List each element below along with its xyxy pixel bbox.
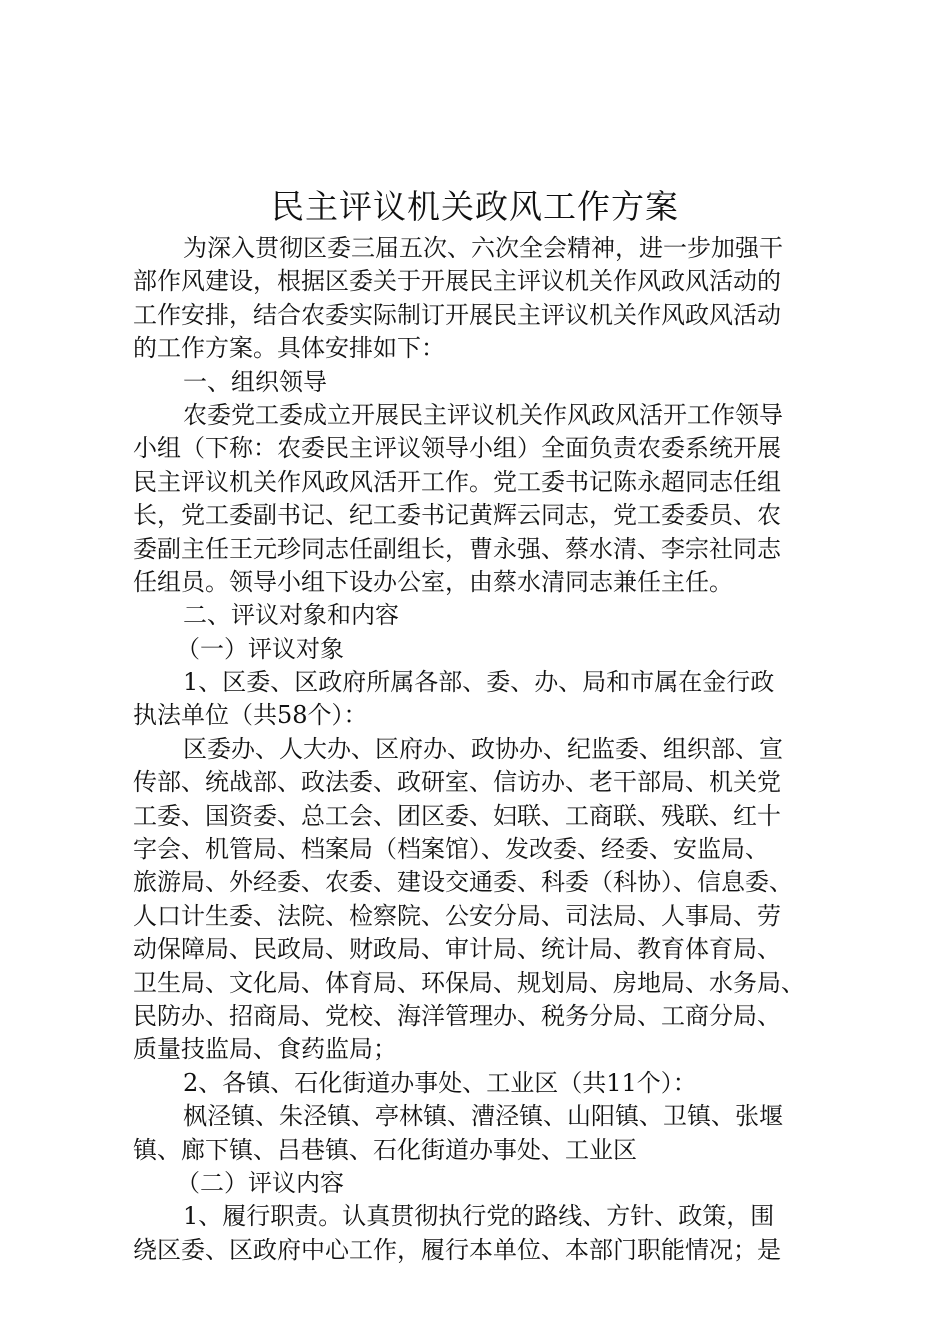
- text-line: 长，党工委副书记、纪工委书记黄辉云同志，党工委委员、农: [133, 501, 781, 530]
- text-line: 绕区委、区政府中心工作，履行本单位、本部门职能情况；是: [133, 1235, 781, 1264]
- document-title: 民主评议机关政风工作方案: [271, 187, 679, 226]
- text-line: 区委办、人大办、区府办、政协办、纪监委、组织部、宣: [183, 734, 783, 763]
- text-line: 二、评议对象和内容: [183, 601, 399, 630]
- text-line: 民主评议机关作风政风活开工作。党工委书记陈永超同志任组: [133, 467, 781, 496]
- text-line: 工作安排，结合农委实际制订开展民主评议机关作风政风活动: [133, 300, 781, 329]
- text-line: 质量技监局、食药监局；: [133, 1035, 397, 1064]
- text-line: 旅游局、外经委、农委、建设交通委、科委（科协）、信息委、: [133, 868, 793, 897]
- text-line: 1、区委、区政府所属各部、委、办、局和市属在金行政: [183, 668, 775, 697]
- text-line: 民防办、招商局、党校、海洋管理办、税务分局、工商分局、: [133, 1001, 781, 1030]
- text-line: 一、组织领导: [183, 367, 327, 396]
- text-line: 镇、廊下镇、吕巷镇、石化街道办事处、工业区: [133, 1135, 637, 1164]
- text-line: 人口计生委、法院、检察院、公安分局、司法局、人事局、劳: [133, 901, 781, 930]
- text-line: 卫生局、文化局、体育局、环保局、规划局、房地局、水务局、: [133, 968, 805, 997]
- text-line: 的工作方案。具体安排如下：: [133, 334, 445, 363]
- text-line: （二）评议内容: [176, 1168, 344, 1197]
- text-line: （一）评议对象: [176, 634, 344, 663]
- text-line: 枫泾镇、朱泾镇、亭林镇、漕泾镇、山阳镇、卫镇、张堰: [183, 1102, 783, 1131]
- text-line: 农委党工委成立开展民主评议机关作风政风活开工作领导: [183, 400, 783, 429]
- text-line: 任组员。领导小组下设办公室，由蔡水清同志兼任主任。: [133, 567, 733, 596]
- text-line: 1、履行职责。认真贯彻执行党的路线、方针、政策，围: [183, 1202, 775, 1231]
- text-line: 2、各镇、石化街道办事处、工业区（共11个）：: [183, 1068, 697, 1097]
- text-line: 部作风建设，根据区委关于开展民主评议机关作风政风活动的: [133, 267, 781, 296]
- text-line: 小组（下称：农委民主评议领导小组）全面负责农委系统开展: [133, 434, 781, 463]
- text-line: 执法单位（共58个）：: [133, 701, 368, 730]
- text-line: 字会、机管局、档案局（档案馆）、发改委、经委、安监局、: [133, 835, 769, 864]
- text-line: 动保障局、民政局、财政局、审计局、统计局、教育体育局、: [133, 935, 781, 964]
- text-line: 工委、国资委、总工会、团区委、妇联、工商联、残联、红十: [133, 801, 781, 830]
- text-line: 委副主任王元珍同志任副组长，曹永强、蔡水清、李宗社同志: [133, 534, 781, 563]
- text-line: 为深入贯彻区委三届五次、六次全会精神，进一步加强干: [183, 234, 783, 262]
- text-line: 传部、统战部、政法委、政研室、信访办、老干部局、机关党: [133, 768, 781, 797]
- document-body: [133, 232, 833, 1267]
